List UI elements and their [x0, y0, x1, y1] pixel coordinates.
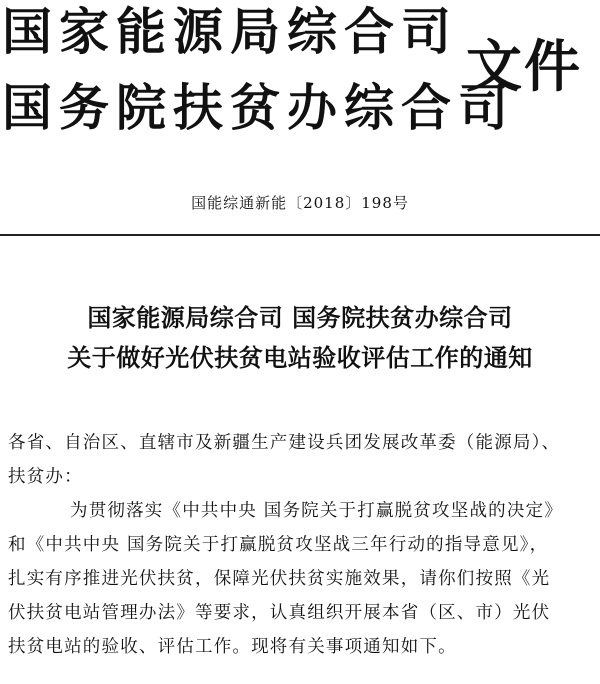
issuer-poverty-alleviation-office: 国务院扶贫办综合司 [2, 79, 515, 137]
recipients-line-2: 扶贫办： [8, 467, 83, 487]
issuing-authorities [2, 2, 515, 138]
document-body [8, 426, 598, 664]
body-line-1: 为贯彻落实《中共中央 国务院关于打赢脱贫攻坚战的决定》 [70, 501, 563, 521]
body-line-2: 和《中共中央 国务院关于打赢脱贫攻坚战三年行动的指导意见》， [8, 535, 549, 555]
issuer-national-energy-administration: 国家能源局综合司 [2, 3, 458, 61]
title-line-2: 关于做好光伏扶贫电站验收评估工作的通知 [67, 344, 533, 372]
body-line-3: 扎实有序推进光伏扶贫，保障光伏扶贫实施效果，请你们按照《光 [8, 569, 551, 589]
body-line-4: 伏扶贫电站管理办法》等要求，认真组织开展本省（区、市）光伏 [8, 603, 551, 623]
title-line-1: 国家能源局综合司 国务院扶贫办综合司 [87, 304, 513, 332]
body-line-5: 扶贫电站的验收、评估工作。现将有关事项通知如下。 [8, 637, 457, 657]
document-title [0, 298, 600, 378]
header-divider [0, 234, 600, 236]
document-number: 国能综通新能〔2018〕198号 [191, 194, 409, 212]
document-label: 文件 [466, 35, 582, 100]
recipients-line-1: 各省、自治区、直辖市及新疆生产建设兵团发展改革委（能源局）、 [8, 433, 561, 453]
